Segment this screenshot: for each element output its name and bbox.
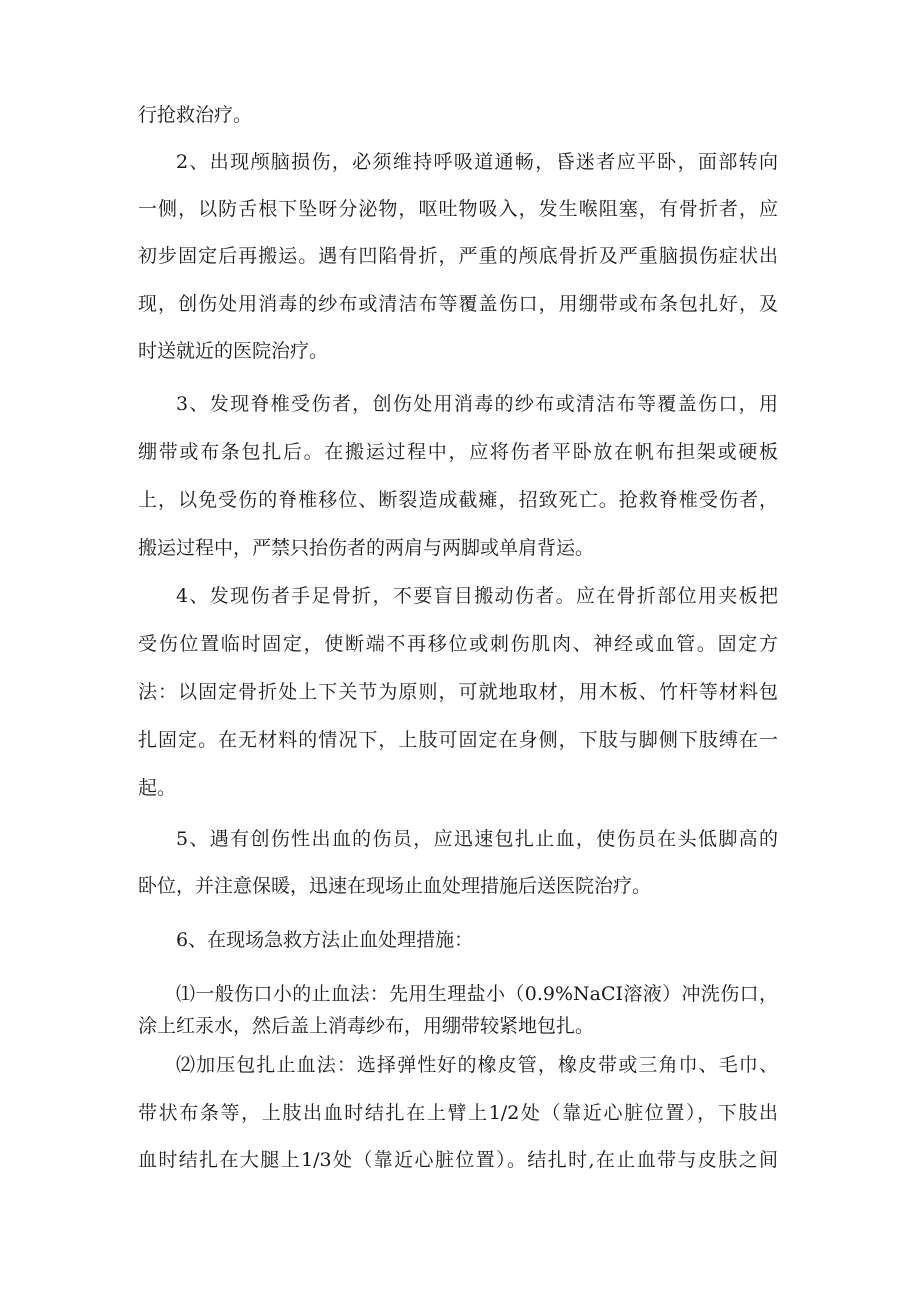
text-line: 现，创伤处用消毒的纱布或清洁布等覆盖伤口，用绷带或布条包扎好，及 (138, 293, 778, 315)
text-line: 一侧，以防舌根下坠呀分泌物，呕吐物吸入，发生喉阻塞，有骨折者，应 (138, 198, 778, 220)
paragraph-3-line: 3、发现脊椎受伤者，创伤处用消毒的纱布或清洁布等覆盖伤口，用 (176, 393, 778, 415)
subparagraph-1-line: ⑴一般伤口小的止血法：先用生理盐小（0.9%NaCI溶液）冲洗伤口， (176, 983, 778, 1005)
paragraph-2-line: 2、出现颅脑损伤，必须维持呼吸道通畅，昏迷者应平卧，面部转向 (176, 151, 778, 173)
text-line: 涂上红汞水，然后盖上消毒纱布，用绷带较紧地包扎。 (138, 1015, 595, 1037)
text-line: 法：以固定骨折处上下关节为原则，可就地取材，用木板、竹杆等材料包 (138, 681, 778, 703)
subparagraph-2-line: ⑵加压包扎止血法：选择弹性好的橡皮管，橡皮带或三角巾、毛巾、 (176, 1054, 778, 1076)
text-line: 行抢救治疗。 (138, 104, 253, 126)
paragraph-6-heading: 6、在现场急救方法止血处理措施： (176, 929, 474, 951)
text-line: 血时结扎在大腿上1/3处（靠近心脏位置）。结扎时,在止血带与皮肤之间 (138, 1149, 778, 1171)
text-line: 时送就近的医院治疗。 (138, 340, 329, 362)
text-line: 受伤位置临时固定，使断端不再移位或刺伤肌肉、神经或血管。固定方 (138, 633, 778, 655)
text-line: 卧位，并注意保暖，迅速在现场止血处理措施后送医院治疗。 (138, 875, 652, 897)
paragraph-5-line: 5、遇有创伤性出血的伤员，应迅速包扎止血，使伤员在头低脚高的 (176, 828, 778, 850)
text-line: 带状布条等，上肢出血时结扎在上臂上1/2处（靠近心脏位置），下肢出 (138, 1102, 778, 1124)
text-line: 初步固定后再搬运。遇有凹陷骨折，严重的颅底骨折及严重脑损伤症状出 (138, 245, 778, 267)
text-line: 绷带或布条包扎后。在搬运过程中，应将伤者平卧放在帆布担架或硬板 (138, 441, 778, 463)
text-line: 搬运过程中，严禁只抬伤者的两肩与两脚或单肩背运。 (138, 537, 595, 559)
paragraph-4-line: 4、发现伤者手足骨折，不要盲目搬动伤者。应在骨折部位用夹板把 (176, 585, 778, 607)
text-line: 上，以免受伤的脊椎移位、断裂造成截瘫，招致死亡。抢救脊椎受伤者， (138, 489, 778, 511)
text-line: 起。 (138, 777, 177, 799)
text-line: 扎固定。在无材料的情况下，上肢可固定在身侧，下肢与脚侧下肢缚在一 (138, 729, 778, 751)
